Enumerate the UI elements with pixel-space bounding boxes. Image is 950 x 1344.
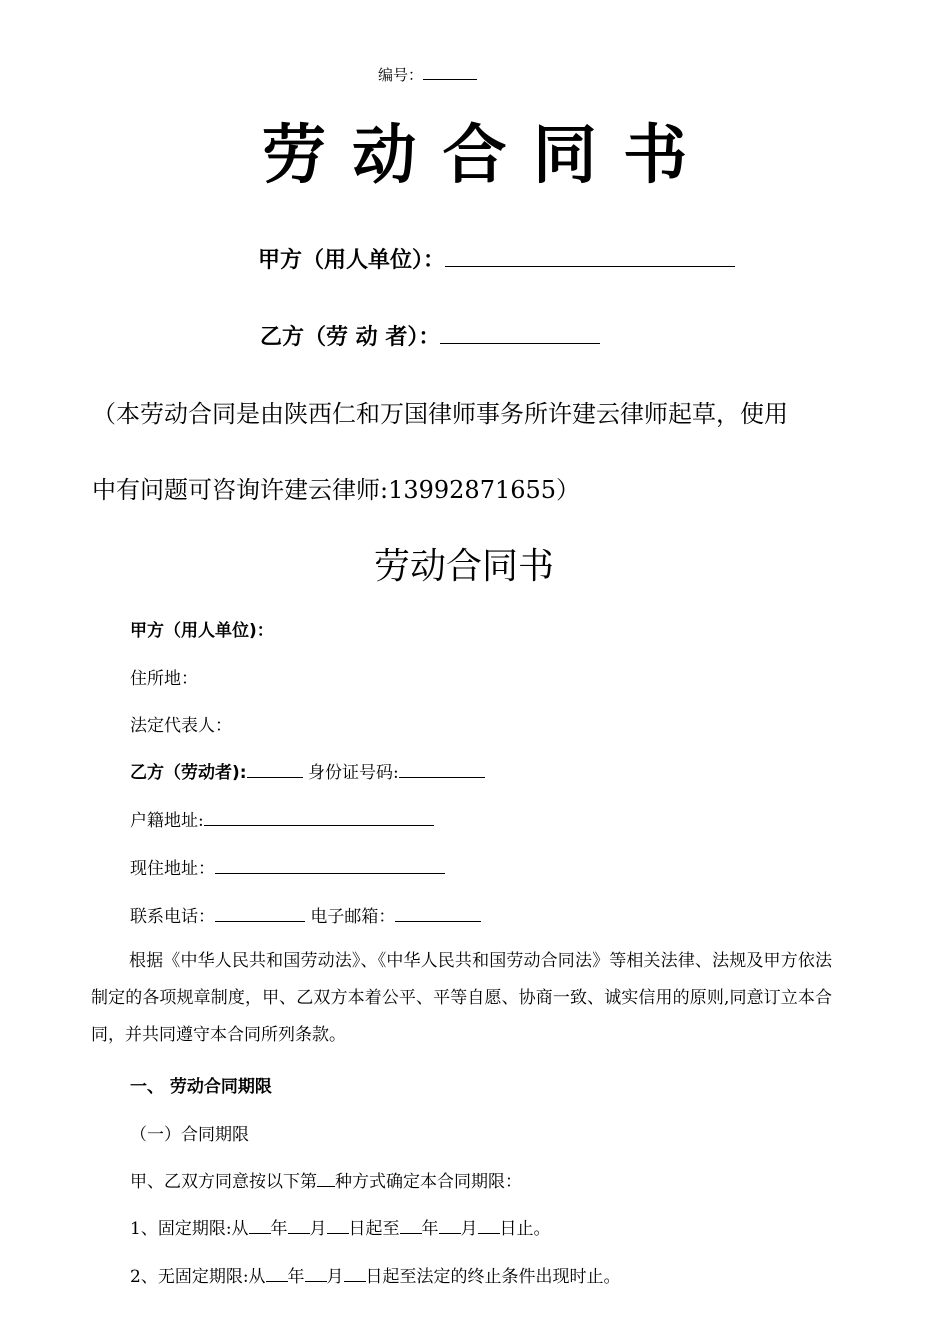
cover-party-b-label: 乙方（劳 动 者）：	[260, 325, 441, 350]
open-start-year-blank	[266, 1264, 288, 1282]
main-title: 劳 动 合 同 书	[262, 118, 690, 193]
fixed-end-month-blank	[439, 1216, 461, 1234]
open-month-text: 月	[326, 1267, 344, 1287]
residence-line: 住所地：	[130, 669, 198, 689]
household-address-label: 户籍地址:	[130, 811, 204, 831]
phone-blank	[215, 904, 305, 922]
cover-party-b-blank	[440, 321, 600, 344]
cover-party-a-label: 甲方（用人单位）：	[258, 248, 446, 273]
household-address-blank	[204, 808, 434, 826]
open-start-day-blank	[344, 1264, 366, 1282]
fixed-start-year-blank	[249, 1216, 271, 1234]
id-number-blank	[399, 760, 485, 778]
open-term-label: 2、无固定期限:从	[130, 1267, 266, 1287]
term-intro-text-end: 种方式确定本合同期限：	[335, 1172, 522, 1192]
fixed-term-line	[130, 1214, 551, 1239]
fixed-month-text: 月	[309, 1219, 327, 1239]
household-address-line	[130, 806, 434, 831]
fixed-end-year-blank	[400, 1216, 422, 1234]
fixed-end-text: 日止。	[499, 1219, 551, 1239]
email-label: 电子邮箱：	[310, 907, 396, 927]
current-address-blank	[215, 856, 445, 874]
party-b-label: 乙方（劳动者):	[130, 763, 247, 783]
party-a-line: 甲方（用人单位)：	[130, 621, 274, 641]
party-b-name-blank	[247, 760, 303, 778]
drafting-note-line1: （本劳动合同是由陕西仁和万国律师事务所许建云律师起草，使用	[92, 400, 788, 428]
term-intro-text: 甲、乙双方同意按以下第	[130, 1172, 317, 1192]
fixed-day-text: 日起至	[348, 1219, 400, 1239]
contract-number-label: 编号：	[378, 66, 424, 84]
contract-number-blank	[423, 64, 477, 80]
fixed-start-day-blank	[327, 1216, 349, 1234]
fixed-end-month-text: 月	[460, 1219, 478, 1239]
party-b-line	[130, 758, 485, 783]
fixed-end-day-blank	[478, 1216, 500, 1234]
fixed-term-label: 1、固定期限:从	[130, 1219, 249, 1239]
fixed-end-year-text: 年	[421, 1219, 439, 1239]
current-address-line	[130, 854, 445, 879]
term-choice-blank	[317, 1169, 335, 1187]
fixed-year-text: 年	[270, 1219, 288, 1239]
fixed-start-month-blank	[288, 1216, 310, 1234]
cover-party-a-blank	[445, 244, 735, 267]
subsection-1-heading: （一）合同期限	[130, 1125, 249, 1145]
cover-party-a	[258, 243, 735, 274]
open-term-end-text: 日起至法定的终止条件出现时止。	[365, 1267, 621, 1287]
section-1-heading: 一、 劳动合同期限	[130, 1077, 272, 1097]
contact-line	[130, 902, 481, 927]
open-year-text: 年	[287, 1267, 305, 1287]
drafting-note-line2: 中有问题可咨询许建云律师:13992871655）	[92, 476, 581, 504]
sub-title: 劳动合同书	[374, 546, 555, 587]
open-start-month-blank	[305, 1264, 327, 1282]
open-term-line	[130, 1262, 621, 1287]
id-number-label: 身份证号码:	[307, 763, 399, 783]
contract-number	[378, 64, 477, 85]
email-blank	[395, 904, 481, 922]
cover-party-b	[260, 320, 600, 351]
preamble-paragraph: 根据《中华人民共和国劳动法》、《中华人民共和国劳动合同法》等相关法律、法规及甲方依法制定的各项规章制度，甲、乙双方本着公平、平等自愿、协商一致、诚实信用的原则,同意订立本合同，并共同遵守本合同所列条款。	[91, 951, 832, 1045]
term-intro-line	[130, 1167, 522, 1192]
legal-representative-line: 法定代表人：	[130, 716, 232, 736]
phone-label: 联系电话：	[130, 907, 215, 927]
current-address-label: 现住地址：	[130, 859, 215, 879]
